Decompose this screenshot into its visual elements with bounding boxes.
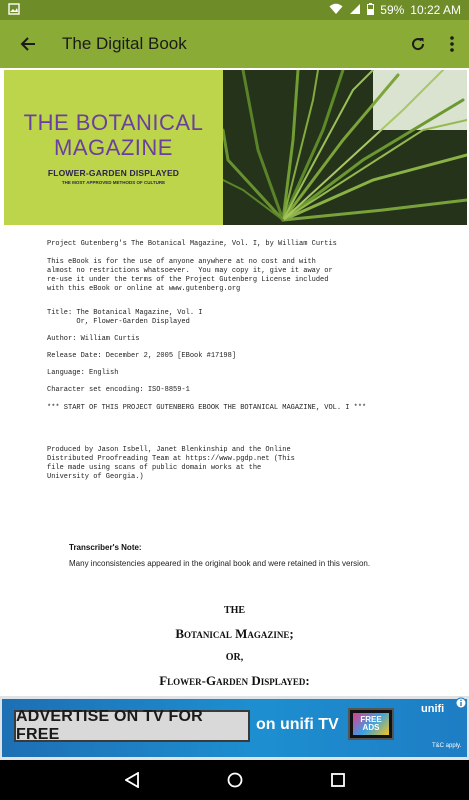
encoding-line: Character set encoding: ISO-8859-1 (47, 386, 190, 394)
wifi-icon (329, 3, 343, 18)
book-title-or: OR, (225, 652, 244, 663)
arrow-back-icon (20, 36, 36, 52)
cover-title-line2: MAGAZINE (54, 135, 173, 160)
image-notification-icon (8, 3, 20, 18)
ad-banner[interactable] (0, 696, 469, 760)
transcriber-note-heading: Transcriber's Note: (69, 543, 142, 552)
cover-image (4, 70, 467, 225)
ad-creative[interactable] (2, 699, 467, 757)
gutenberg-header-line: Project Gutenberg's The Botanical Magazine, Vol. I, by William Curtis (47, 240, 337, 248)
refresh-button[interactable] (401, 20, 435, 68)
book-title-botanical: Botanical Magazine; (175, 626, 294, 641)
ad-terms: T&C apply. (432, 743, 462, 749)
title-block: Title: The Botanical Magazine, Vol. I Or, Flower-Garden Displayed (47, 309, 203, 326)
cover-subtitle: FLOWER-GARDEN DISPLAYED (47, 168, 180, 178)
app-bar (0, 20, 469, 68)
tv-icon (348, 708, 394, 740)
nav-home-button[interactable] (215, 760, 255, 800)
ad-headline-box (14, 710, 250, 742)
ad-tagline: on unifi TV (256, 716, 339, 733)
battery-percent: 59% (380, 3, 405, 17)
page-title: The Digital Book (62, 34, 187, 53)
cover-tagline: THE MOST APPROVED METHODS OF CULTURE (61, 180, 166, 185)
book-title-flower: Flower-Garden Displayed: (159, 673, 310, 688)
brand-logo: unifi (421, 703, 445, 715)
ad-free-label: FREE (360, 715, 382, 724)
author-line: Author: William Curtis (47, 335, 140, 343)
signal-icon (349, 3, 361, 18)
language-line: Language: English (47, 369, 119, 377)
nav-back-button[interactable] (112, 760, 152, 800)
system-nav-bar (0, 760, 469, 800)
produced-by-paragraph: Produced by Jason Isbell, Janet Blenkinship and the Online Distributed Proofreading Team at https://www.pgdp.net (This file made using scans of public domain works at the University of Georgia.) (47, 446, 295, 481)
cover-title-panel (4, 70, 223, 225)
palm-leaves-photo (223, 70, 467, 225)
status-bar (0, 0, 469, 20)
cover-title-line1: THE BOTANICAL (23, 110, 204, 135)
book-title-the: THE (223, 605, 246, 616)
square-recents-icon (331, 773, 345, 787)
triangle-back-icon (125, 772, 139, 788)
battery-icon (367, 3, 374, 18)
ad-ads-label: ADS (362, 723, 380, 732)
ad-headline: ADVERTISE ON TV FOR FREE (16, 708, 203, 743)
back-button[interactable] (0, 20, 56, 68)
start-marker-line: *** START OF THIS PROJECT GUTENBERG EBOOK THE BOTANICAL MAGAZINE, VOL. I *** (47, 404, 367, 412)
clock: 10:22 AM (410, 3, 461, 17)
more-vert-icon (450, 36, 454, 52)
more-options-button[interactable] (435, 20, 469, 68)
transcriber-note-body: Many inconsistencies appeared in the original book and were retained in this version. (69, 559, 371, 568)
nav-recents-button[interactable] (318, 760, 358, 800)
book-content[interactable] (0, 68, 469, 696)
circle-home-icon (227, 772, 243, 788)
license-paragraph: This eBook is for the use of anyone anywhere at no cost and with almost no restrictions whatsoever. You may copy it, give it away or re-use it under the terms of the Project Gutenberg License included with this eBook or online at www.gutenberg.org (47, 258, 333, 293)
ad-info-icon[interactable] (455, 696, 467, 708)
refresh-icon (410, 36, 426, 52)
release-date-line: Release Date: December 2, 2005 [EBook #17198] (47, 352, 237, 360)
